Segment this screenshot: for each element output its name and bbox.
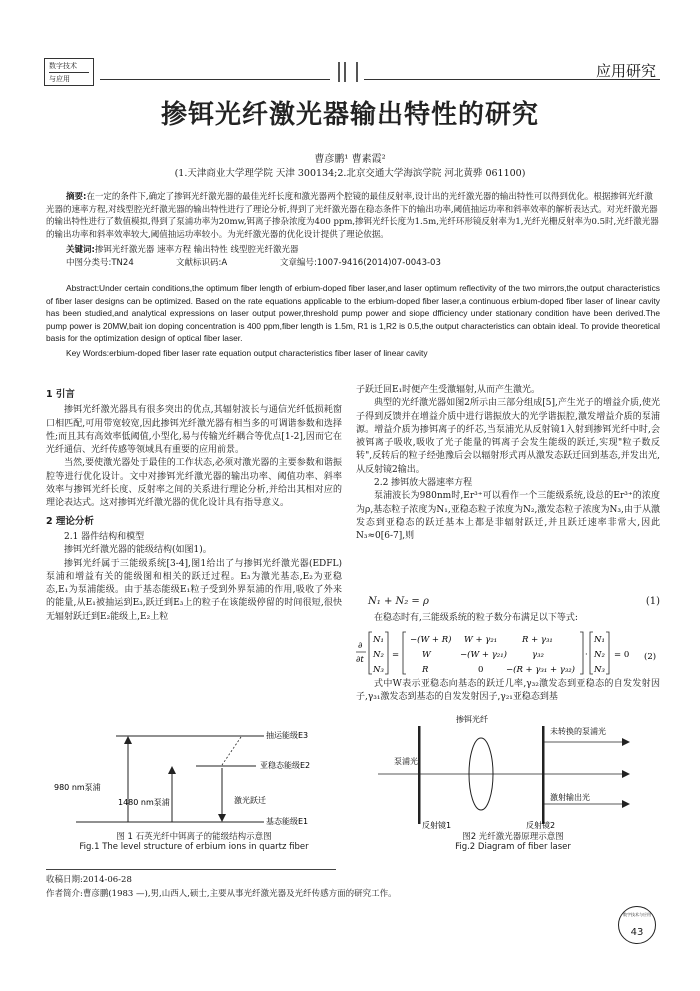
- pump-980-label: 980 nm泵浦: [54, 783, 101, 792]
- paragraph: 当然,要使激光器处于最佳的工作状态,必须对激光器的主要参数和谐振腔等进行优化设计。文中对掺铒光纤激光器的输出功率、阈值功率、斜率效率与掺铒光纤长度、反射率之间的关系进行理论分析,并给出其相对应的理论表达式。这对掺铒光纤激光器的优化设计具有指导意义。: [46, 458, 342, 509]
- heading-intro: 1 引言: [46, 389, 75, 400]
- figure-1-caption: 图 1 石英光纤中铒离子的能级结构示意图 Fig.1 The level structure of erbium ions in quartz fiber: [79, 832, 309, 852]
- abstract-en: Abstract:Under certain conditions,the optimum fiber length of erbium-doped fiber laser,and laser optimum reflectivity of the two mirrors,the output characteristics of fiber laser designs can be optimized. Based on the rate equations applicable to the erbium-doped fiber laser,a continuous erbium-doped fiber laser of linear cavity has been studied,and analytical expressions on laser output power,threshold pump power and siope dfficiency under stationary condition have been derived.The pump power is 20MW,bait ion doping concentration is 400 ppm,fiber length is 1.5m, R1 is 1,R2 is 0.5,the output characteristics can obtain ideal. To provide theoretical basis for the optimization design of optical fiber laser.: [46, 283, 660, 344]
- svg-text:0: 0: [478, 665, 484, 675]
- article-number: 文章编号:1007-9416(2014)07-0043-03: [280, 258, 441, 268]
- level-e1-label: 基态能级E1: [266, 817, 309, 826]
- figure-1-energy-levels: [46, 710, 342, 828]
- svg-text:N₁: N₁: [373, 635, 384, 645]
- logo-line-2: 与应用: [49, 72, 89, 85]
- svg-text:−(W + γ₂₁): −(W + γ₂₁): [460, 650, 507, 660]
- right-column-tail: [356, 678, 660, 705]
- keywords-cn: 关键词:掺铒光纤激光器 速率方程 输出特性 线型腔光纤激光器: [66, 245, 299, 255]
- paragraph: 子跃迁回E₁时便产生受激辐射,从而产生激光。: [356, 385, 541, 395]
- svg-text:∂: ∂: [358, 641, 363, 651]
- paragraph: 掺铒光纤激光器具有很多突出的优点,其辐射波长与通信光纤低损耗窗口相匹配,可用带宽较宽,因此掺铒光纤激光器有相当多的可调谐参数和选择性;而且其有高效率低阈值,小型化,易与传输光纤耦合等优点[1-2],因而它在光纤通信、光纤传感等领域具有重要的应用前景。: [46, 405, 342, 456]
- svg-text:∂t: ∂t: [356, 655, 364, 665]
- paper-title: 掺铒光纤激光器输出特性的研究: [160, 100, 539, 130]
- right-column-cont: [356, 612, 660, 625]
- laser-output-label: 激射输出光: [550, 793, 590, 802]
- journal-logo: [44, 58, 94, 86]
- right-column: [356, 384, 660, 544]
- svg-text:W: W: [422, 650, 431, 660]
- paragraph: 典型的光纤激光器如图2所示由三部分组成[5],产生光子的增益介质,使光子得到反馈并在增益介质中进行谐振放大的光学谐振腔,激发增益介质的泵浦源。增益介质为掺铒离子的纤芯,当泵浦光从反射镜1入射到掺铒光纤中时,会被铒离子吸收,吸收了光子能量的铒离子会发生能级的跃迁,实现"粒子数反转",反转后的粒子经弛豫后会以辐射形式再从激发态跃迁回到基态,并发出光,从反射镜2输出。: [356, 398, 660, 475]
- fiber-label: 掺铒光纤: [456, 715, 488, 724]
- svg-text:R: R: [422, 665, 429, 675]
- header-bars: [336, 62, 360, 82]
- heading-theory: 2 理论分析: [46, 515, 94, 527]
- seal-text: 数字技术与应用: [623, 912, 651, 917]
- footnote-rule: [46, 869, 336, 870]
- figure-2-caption: 图2 光纤激光器原理示意图 Fig.2 Diagram of fiber laser: [455, 832, 571, 852]
- author-bio: 作者简介:曹彦鹏(1983 —),男,山西人,硕士,主要从事光纤激光器及光纤传感方面的研究工作。: [46, 889, 397, 899]
- svg-text:N₂: N₂: [594, 650, 605, 660]
- equation-number: (1): [645, 596, 660, 607]
- mirror-1: [418, 726, 421, 824]
- paragraph: 掺铒光纤属于三能级系统[3-4],图1给出了与掺铒光纤激光器(EDFL)泵浦和增益有关的能级图和相关的跃迁过程。E₃为激光基态,E₂为亚稳态,E₁为泵浦能级。由于基态能级E₁粒子受到外界泵浦的作用,吸收了外来的能量,从E₁被抽运到E₃,跃迁到E₃上的粒子在该能级停留的时间很短,很快无辐射跃迁到E₂能级上,E₂上粒: [46, 558, 342, 622]
- mirror-2: [542, 726, 545, 824]
- logo-line-1: 数字技术: [49, 62, 77, 70]
- level-e2-label: 亚稳态能级E2: [260, 761, 311, 770]
- keywords-en: Key Words:erbium-doped fiber laser rate equation output characteristics fiber laser of linear cavity: [66, 348, 428, 358]
- svg-text:N₁: N₁: [594, 635, 605, 645]
- subheading: 2.2 掺铒放大器速率方程: [374, 478, 473, 489]
- left-column: [46, 384, 342, 624]
- svg-text:γ₃₂: γ₃₂: [532, 650, 544, 660]
- svg-text:N₂: N₂: [373, 650, 384, 660]
- doc-code: 文献标识码:A: [176, 258, 228, 268]
- svg-text:−(W + R): −(W + R): [410, 635, 452, 645]
- class-number: 中图分类号:TN24: [66, 258, 134, 268]
- received-date: 收稿日期:2014-06-28: [46, 875, 132, 885]
- authors: 曹彦鹏¹ 曹素霞²: [314, 154, 386, 165]
- header-rule-left: [100, 79, 330, 80]
- abstract-cn: 摘要:在一定的条件下,确定了掺铒光纤激光器的最佳光纤长度和激光器两个腔镜的最佳反射率,设计出的光纤激光器的输出特性可以得到优化。根据掺铒光纤激光器的速率方程,对线型腔光纤激光器的输出特性进行了理论分析,得到了光纤激光器在稳态条件下的输出功率,阈值抽运功率和斜率效率的解析表达式。对光纤激光器的输出特性进行了数值模拟,得到了泵浦功率为20mw,铒离子掺杂浓度为400 ppm,掺铒光纤长度为1.5m,光纤环形镜反射率为1,光纤光栅反射率为0.5时,光纤激光器的输出功率和斜率效率较大,阈值抽运功率较小。为光纤激光器的优化设计提供了理论依据。: [46, 192, 659, 240]
- mirror-1-label: 反射镜1: [422, 821, 452, 830]
- mirror-2-label: 反射镜2: [526, 821, 556, 830]
- paragraph: 掺铒光纤激光器的能级结构(如图1)。: [64, 545, 212, 556]
- level-e3-label: 抽运能级E3: [266, 731, 309, 740]
- paragraph: 泵浦波长为980nm时,Er³⁺可以看作一个三能级系统,设总的Er³⁺的浓度为ρ,基态粒子浓度为N₁,亚稳态粒子浓度为N₂,激发态粒子浓度为N₃,由于从激发态到亚稳态的跃迁基本上都是非辐射跃迁,并且跃迁速率非常大,因此N₃≈0[6-7],则: [356, 491, 660, 542]
- section-label: 应用研究: [595, 62, 656, 80]
- pump-1480-label: 1480 nm泵浦: [118, 798, 170, 807]
- figure-2-fiber-laser: [378, 712, 648, 830]
- page-number-seal: [618, 906, 656, 944]
- svg-text:·: ·: [585, 650, 588, 660]
- equation-2-number: (2): [644, 652, 657, 662]
- pump-light-label: 泵浦光: [394, 757, 418, 766]
- affiliation: (1.天津商业大学理学院 天津 300134;2.北京交通大学海滨学院 河北黄骅 061100): [174, 168, 526, 179]
- laser-transition-label: 激光跃迁: [234, 796, 266, 805]
- page-number: 43: [630, 927, 644, 938]
- equation-2-matrix: [356, 628, 660, 678]
- svg-text:−(R + γ₃₁ + γ₃₂): −(R + γ₃₁ + γ₃₂): [506, 665, 575, 675]
- paragraph: 式中W表示亚稳态向基态的跃迁几率,γ₃₂激发态到亚稳态的自发发射因子,γ₃₁激发态到基态的自发发射因子,γ₂₁亚稳态到基: [356, 679, 660, 703]
- svg-text:= 0: = 0: [614, 650, 630, 660]
- svg-text:W + γ₂₁: W + γ₂₁: [464, 635, 498, 645]
- svg-text:=: =: [392, 650, 400, 660]
- svg-text:N₃: N₃: [594, 665, 605, 675]
- svg-text:R + γ₃₁: R + γ₃₁: [522, 635, 553, 645]
- unconverted-pump-label: 未转换的泵浦光: [550, 727, 606, 736]
- svg-text:N₃: N₃: [373, 665, 384, 675]
- subheading: 2.1 器件结构和模型: [64, 531, 145, 542]
- equation-1: N₁ + N₂ = ρ (1): [368, 596, 660, 607]
- paragraph: 在稳态时有,三能级系统的粒子数分布满足以下等式:: [374, 613, 578, 623]
